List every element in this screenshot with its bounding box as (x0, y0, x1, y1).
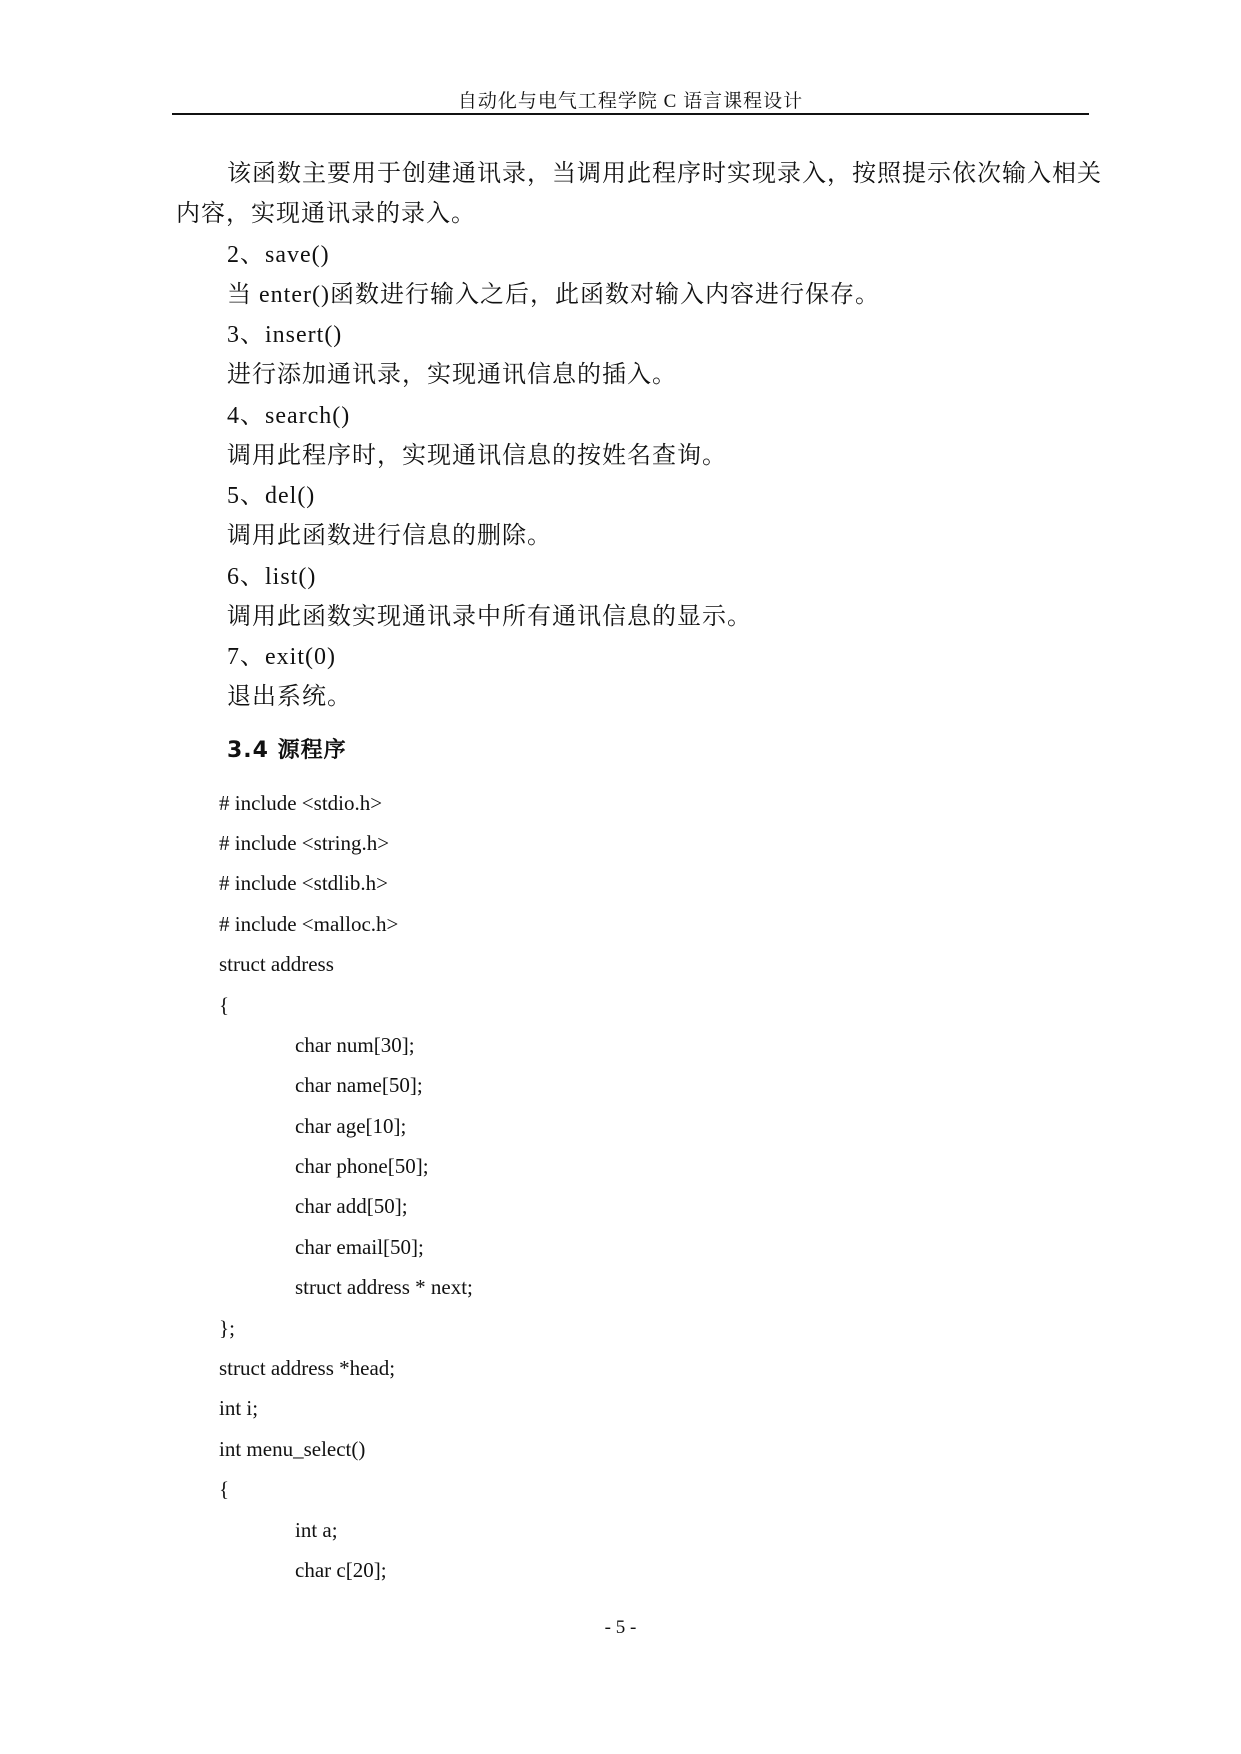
code-line: struct address (219, 952, 334, 976)
code-line: char num[30]; (295, 1033, 415, 1057)
code-line: struct address * next; (295, 1275, 473, 1299)
code-line: char email[50]; (295, 1235, 424, 1259)
code-line: }; (219, 1316, 235, 1340)
function-desc-save: 当 enter()函数进行输入之后，此函数对输入内容进行保存。 (227, 282, 880, 308)
code-line: # include <malloc.h> (219, 912, 399, 936)
function-desc-del: 调用此函数进行信息的删除。 (227, 523, 552, 549)
code-line: # include <stdlib.h> (219, 871, 388, 895)
code-line: char phone[50]; (295, 1154, 429, 1178)
function-desc-list: 调用此函数实现通讯录中所有通讯信息的显示。 (227, 604, 752, 630)
section-heading: 3.4 源程序 (227, 738, 347, 763)
code-line: int a; (295, 1518, 338, 1542)
code-line: char c[20]; (295, 1558, 387, 1582)
header-rule (172, 113, 1089, 115)
code-line: # include <stdio.h> (219, 791, 383, 815)
code-line: char name[50]; (295, 1073, 423, 1097)
function-desc-insert: 进行添加通讯录，实现通讯信息的插入。 (227, 362, 677, 388)
intro-line-2: 内容，实现通讯录的录入。 (176, 201, 476, 227)
code-line: # include <string.h> (219, 831, 390, 855)
function-heading-exit: 7、exit(0) (227, 644, 336, 670)
code-line: int menu_select() (219, 1437, 366, 1461)
code-line: { (219, 1477, 230, 1501)
function-heading-save: 2、save() (227, 242, 330, 268)
code-line: struct address *head; (219, 1356, 396, 1380)
function-heading-insert: 3、insert() (227, 322, 343, 348)
code-line: int i; (219, 1396, 259, 1420)
code-line: char add[50]; (295, 1194, 408, 1218)
function-heading-list: 6、list() (227, 564, 317, 590)
code-line: { (219, 993, 230, 1017)
code-line: char age[10]; (295, 1114, 407, 1138)
page-header: 自动化与电气工程学院 C 语言课程设计 (457, 91, 804, 112)
function-desc-exit: 退出系统。 (227, 684, 352, 710)
page-number: - 5 - (604, 1617, 637, 1638)
intro-line-1: 该函数主要用于创建通讯录，当调用此程序时实现录入，按照提示依次输入相关 (227, 161, 1102, 187)
function-heading-search: 4、search() (227, 403, 351, 429)
function-heading-del: 5、del() (227, 483, 316, 509)
function-desc-search: 调用此程序时，实现通讯信息的按姓名查询。 (227, 443, 727, 469)
